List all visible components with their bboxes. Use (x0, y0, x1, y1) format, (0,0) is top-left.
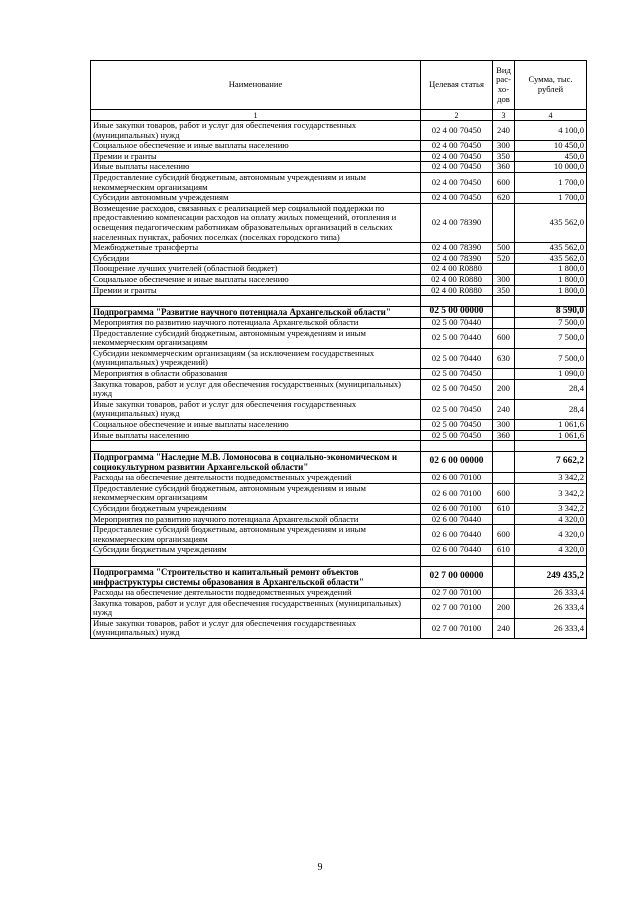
table-body (91, 121, 587, 639)
code-cell: 02 5 00 70440 (421, 318, 493, 329)
sum-cell: 435 562,0 (515, 243, 587, 254)
name-cell: Субсидии бюджетным учреждениям (91, 504, 421, 515)
name-cell: Мероприятия по развитию научного потенциала Архангельской области (91, 318, 421, 329)
name-cell: Предоставление субсидий бюджетным, автономным учреждениям и иным некоммерческим организациям (91, 172, 421, 192)
table-header-row (91, 61, 587, 110)
name-cell: Социальное обеспечение и иные выплаты населению (91, 420, 421, 431)
table-row (91, 264, 587, 275)
name-cell: Поощрение лучших учителей (областной бюджет) (91, 264, 421, 275)
table-row (91, 369, 587, 380)
type-cell (493, 318, 515, 329)
table-row (91, 121, 587, 141)
name-cell: Иные выплаты населению (91, 430, 421, 441)
type-cell: 360 (493, 162, 515, 173)
code-cell: 02 5 00 70450 (421, 420, 493, 431)
name-cell: Иные закупки товаров, работ и услуг для обеспечения государственных (муниципальных) нужд (91, 121, 421, 141)
table-row (91, 203, 587, 242)
table-row (91, 379, 587, 399)
name-cell: Субсидии (91, 253, 421, 264)
code-cell: 02 4 00 78390 (421, 253, 493, 264)
sum-cell: 3 342,2 (515, 483, 587, 503)
table-row (91, 141, 587, 152)
type-cell: 200 (493, 379, 515, 399)
code-cell: 02 5 00 70450 (421, 369, 493, 380)
code-cell: 02 5 00 70450 (421, 379, 493, 399)
type-cell: 600 (493, 328, 515, 348)
type-cell: 360 (493, 430, 515, 441)
sum-cell: 7 500,0 (515, 348, 587, 368)
name-cell: Закупка товаров, работ и услуг для обеспечения государственных (муниципальных) нужд (91, 379, 421, 399)
name-cell: Субсидии некоммерческим организациям (за исключением государственных (муниципальных) учреждений) (91, 348, 421, 368)
spacer-row (91, 441, 587, 452)
name-cell: Предоставление субсидий бюджетным, автономным учреждениям и иным некоммерческим организациям (91, 483, 421, 503)
empty-cell (493, 296, 515, 307)
code-cell: 02 4 00 70450 (421, 193, 493, 204)
type-cell (493, 369, 515, 380)
code-cell: 02 5 00 70450 (421, 430, 493, 441)
column-number: 3 (493, 110, 515, 121)
subprogram-row (91, 452, 587, 473)
type-cell (493, 473, 515, 484)
code-cell: 02 7 00 70100 (421, 598, 493, 618)
code-cell: 02 6 00 70100 (421, 473, 493, 484)
table-row (91, 253, 587, 264)
code-cell: 02 7 00 70100 (421, 618, 493, 638)
spacer-row (91, 296, 587, 307)
table-row (91, 348, 587, 368)
name-cell: Закупка товаров, работ и услуг для обеспечения государственных (муниципальных) нужд (91, 598, 421, 618)
header-code: Целевая статья (421, 61, 493, 110)
sum-cell: 450,0 (515, 151, 587, 162)
table-row (91, 483, 587, 503)
name-cell: Иные закупки товаров, работ и услуг для обеспечения государственных (муниципальных) нужд (91, 399, 421, 419)
type-cell: 240 (493, 399, 515, 419)
code-cell: 02 5 00 70440 (421, 348, 493, 368)
column-number-row (91, 110, 587, 121)
sum-cell: 1 090,0 (515, 369, 587, 380)
code-cell: 02 4 00 70450 (421, 172, 493, 192)
budget-table (90, 60, 587, 639)
sum-cell: 26 333,4 (515, 618, 587, 638)
table-row (91, 399, 587, 419)
name-cell: Иные закупки товаров, работ и услуг для обеспечения государственных (муниципальных) нужд (91, 618, 421, 638)
type-cell: 600 (493, 172, 515, 192)
table-row (91, 193, 587, 204)
sum-cell: 7 500,0 (515, 318, 587, 329)
type-cell (493, 307, 515, 318)
type-cell (493, 452, 515, 473)
table-row (91, 420, 587, 431)
sum-cell: 435 562,0 (515, 253, 587, 264)
sum-cell: 4 320,0 (515, 514, 587, 525)
sum-cell: 28,4 (515, 399, 587, 419)
name-cell: Предоставление субсидий бюджетным, автономным учреждениям и иным некоммерческим организациям (91, 328, 421, 348)
empty-cell (515, 441, 587, 452)
table-row (91, 587, 587, 598)
name-cell: Премии и гранты (91, 285, 421, 296)
name-cell: Субсидии бюджетным учреждениям (91, 545, 421, 556)
subprogram-row (91, 307, 587, 318)
column-number: 1 (91, 110, 421, 121)
name-cell: Возмещение расходов, связанных с реализацией мер социальной поддержки по предоставлению компенсации расходов на оплату жилых помещений, отопления и освещения педагогическим работникам образовательных организаций в сельских населенных пунктах, рабочих поселках (поселках городского типа) (91, 203, 421, 242)
name-cell: Предоставление субсидий бюджетным, автономным учреждениям и иным некоммерческим организациям (91, 525, 421, 545)
sum-cell: 10 450,0 (515, 141, 587, 152)
sum-cell: 249 435,2 (515, 566, 587, 587)
sum-cell: 7 662,2 (515, 452, 587, 473)
code-cell: 02 4 00 78390 (421, 243, 493, 254)
sum-cell: 7 500,0 (515, 328, 587, 348)
sum-cell: 1 700,0 (515, 193, 587, 204)
empty-cell (515, 296, 587, 307)
type-cell (493, 566, 515, 587)
type-cell: 500 (493, 243, 515, 254)
sum-cell: 1 700,0 (515, 172, 587, 192)
name-cell: Подпрограмма "Наследие М.В. Ломоносова в социально-экономическом и социокультурном развитии Архангельской области" (91, 452, 421, 473)
name-cell: Мероприятия в области образования (91, 369, 421, 380)
empty-cell (493, 555, 515, 566)
code-cell: 02 6 00 70440 (421, 545, 493, 556)
code-cell: 02 4 00 70450 (421, 141, 493, 152)
column-number: 4 (515, 110, 587, 121)
name-cell: Подпрограмма "Развитие научного потенциала Архангельской области" (91, 307, 421, 318)
table-row (91, 598, 587, 618)
table-row (91, 618, 587, 638)
table-row (91, 318, 587, 329)
name-cell: Расходы на обеспечение деятельности подведомственных учреждений (91, 587, 421, 598)
name-cell: Подпрограмма "Строительство и капитальный ремонт объектов инфраструктуры системы образования в Архангельской области" (91, 566, 421, 587)
type-cell: 600 (493, 483, 515, 503)
header-type: Вид рас- хо- дов (493, 61, 515, 110)
type-cell: 350 (493, 151, 515, 162)
type-cell: 600 (493, 525, 515, 545)
code-cell: 02 6 00 70440 (421, 525, 493, 545)
type-cell: 200 (493, 598, 515, 618)
table-row (91, 172, 587, 192)
type-cell: 350 (493, 285, 515, 296)
sum-cell: 28,4 (515, 379, 587, 399)
page-number: 9 (317, 862, 323, 873)
name-cell: Иные выплаты населению (91, 162, 421, 173)
code-cell: 02 7 00 00000 (421, 566, 493, 587)
code-cell: 02 4 00 78390 (421, 203, 493, 242)
type-cell: 300 (493, 274, 515, 285)
empty-cell (91, 555, 421, 566)
type-cell: 610 (493, 545, 515, 556)
type-cell: 520 (493, 253, 515, 264)
name-cell: Субсидии автономным учреждениям (91, 193, 421, 204)
sum-cell: 4 320,0 (515, 525, 587, 545)
code-cell: 02 6 00 00000 (421, 452, 493, 473)
header-sum: Сумма, тыс. рублей (515, 61, 587, 110)
empty-cell (493, 441, 515, 452)
empty-cell (421, 555, 493, 566)
empty-cell (515, 555, 587, 566)
name-cell: Премии и гранты (91, 151, 421, 162)
code-cell: 02 4 00 70450 (421, 151, 493, 162)
type-cell (493, 264, 515, 275)
empty-cell (91, 441, 421, 452)
code-cell: 02 5 00 70440 (421, 328, 493, 348)
type-cell: 630 (493, 348, 515, 368)
subprogram-row (91, 566, 587, 587)
column-number: 2 (421, 110, 493, 121)
code-cell: 02 6 00 70440 (421, 514, 493, 525)
type-cell: 240 (493, 121, 515, 141)
name-cell: Социальное обеспечение и иные выплаты населению (91, 274, 421, 285)
sum-cell: 435 562,0 (515, 203, 587, 242)
code-cell: 02 7 00 70100 (421, 587, 493, 598)
type-cell (493, 587, 515, 598)
name-cell: Межбюджетные трансферты (91, 243, 421, 254)
code-cell: 02 4 00 70450 (421, 162, 493, 173)
type-cell: 300 (493, 420, 515, 431)
sum-cell: 4 100,0 (515, 121, 587, 141)
code-cell: 02 5 00 70450 (421, 399, 493, 419)
name-cell: Социальное обеспечение и иные выплаты населению (91, 141, 421, 152)
type-cell: 240 (493, 618, 515, 638)
code-cell: 02 6 00 70100 (421, 483, 493, 503)
table-row (91, 473, 587, 484)
name-cell: Расходы на обеспечение деятельности подведомственных учреждений (91, 473, 421, 484)
type-cell: 300 (493, 141, 515, 152)
table-row (91, 243, 587, 254)
empty-cell (421, 441, 493, 452)
sum-cell: 8 590,0 (515, 307, 587, 318)
type-cell (493, 514, 515, 525)
table-row (91, 525, 587, 545)
sum-cell: 10 000,0 (515, 162, 587, 173)
sum-cell: 3 342,2 (515, 504, 587, 515)
sum-cell: 26 333,4 (515, 587, 587, 598)
empty-cell (421, 296, 493, 307)
table-row (91, 504, 587, 515)
sum-cell: 1 800,0 (515, 285, 587, 296)
header-name: Наименование (91, 61, 421, 110)
table-row (91, 514, 587, 525)
sum-cell: 4 320,0 (515, 545, 587, 556)
table-row (91, 151, 587, 162)
type-cell: 620 (493, 193, 515, 204)
sum-cell: 1 061,6 (515, 420, 587, 431)
code-cell: 02 4 00 R0880 (421, 285, 493, 296)
sum-cell: 1 800,0 (515, 274, 587, 285)
table-row (91, 545, 587, 556)
table-row (91, 285, 587, 296)
type-cell (493, 203, 515, 242)
table-row (91, 430, 587, 441)
sum-cell: 1 800,0 (515, 264, 587, 275)
sum-cell: 1 061,6 (515, 430, 587, 441)
code-cell: 02 4 00 R0880 (421, 264, 493, 275)
code-cell: 02 6 00 70100 (421, 504, 493, 515)
code-cell: 02 4 00 70450 (421, 121, 493, 141)
table-row (91, 328, 587, 348)
sum-cell: 26 333,4 (515, 598, 587, 618)
spacer-row (91, 555, 587, 566)
name-cell: Мероприятия по развитию научного потенциала Архангельской области (91, 514, 421, 525)
code-cell: 02 4 00 R0880 (421, 274, 493, 285)
table-row (91, 162, 587, 173)
table-row (91, 274, 587, 285)
code-cell: 02 5 00 00000 (421, 307, 493, 318)
empty-cell (91, 296, 421, 307)
sum-cell: 3 342,2 (515, 473, 587, 484)
type-cell: 610 (493, 504, 515, 515)
